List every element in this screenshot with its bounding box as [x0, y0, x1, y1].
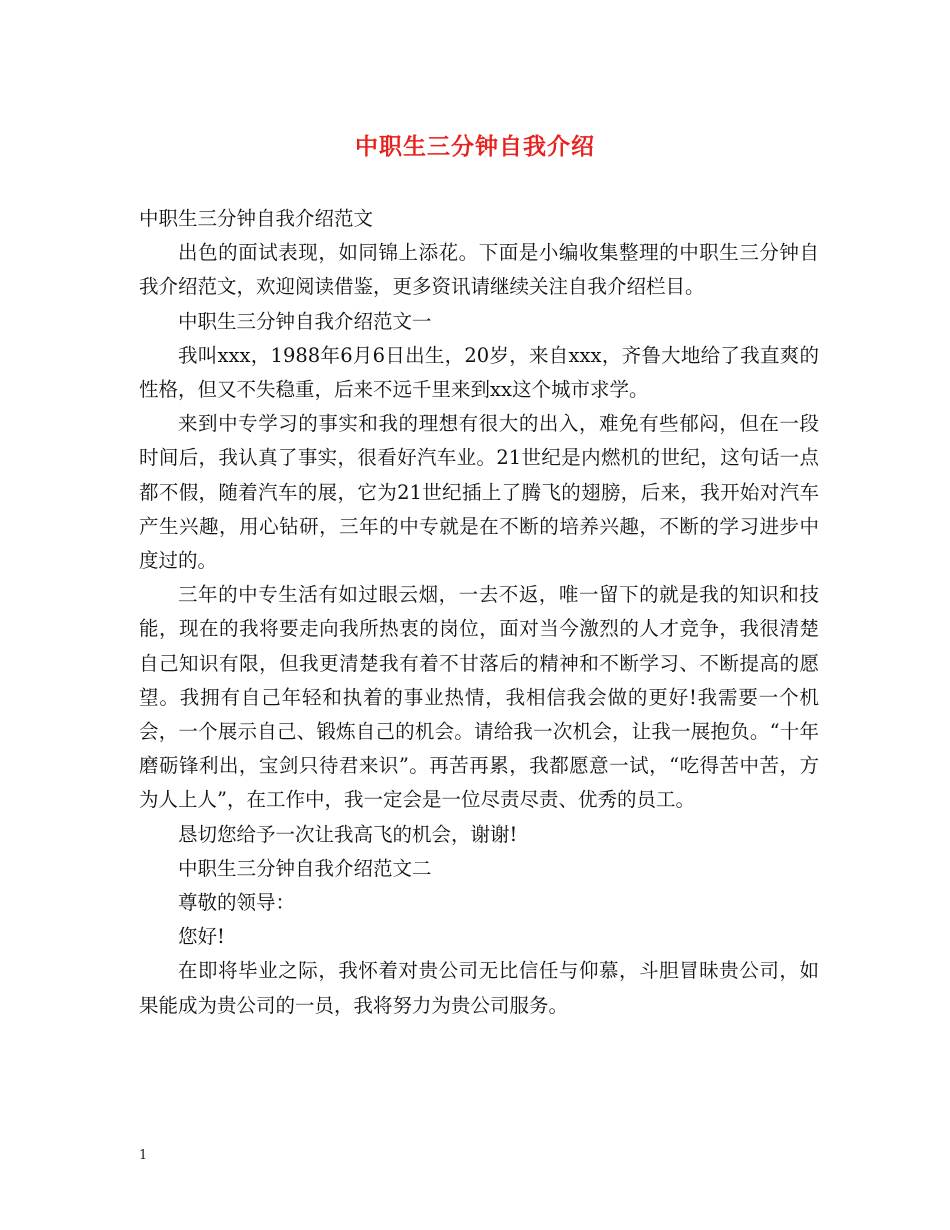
- document-title: 中职生三分钟自我介绍: [355, 134, 595, 160]
- paragraph: 来到中专学习的事实和我的理想有很大的出入，难免有些郁闷，但在一段时间后，我认真了事实，很看好汽车业。21世纪是内燃机的世纪，这句话一点都不假，随着汽车的展，它为21世纪插上了腾飞的翅膀，后来，我开始对汽车产生兴趣，用心钻研，三年的中专就是在不断的培养兴趣，不断的学习进步中度过的。: [139, 412, 819, 573]
- paragraph: 中职生三分钟自我介绍范文二: [178, 856, 432, 880]
- paragraph: 在即将毕业之际，我怀着对贵公司无比信任与仰慕，斗胆冒昧贵公司，如果能成为贵公司的一员，我将努力为贵公司服务。: [139, 959, 819, 1017]
- paragraph: 中职生三分钟自我介绍范文: [139, 207, 374, 230]
- paragraph: 您好!: [178, 925, 225, 949]
- paragraph: 尊敬的领导：: [178, 891, 296, 915]
- paragraph: 三年的中专生活有如过眼云烟，一去不返，唯一留下的就是我的知识和技能，现在的我将要走向我所热衷的岗位，面对当今激烈的人才竞争，我很清楚自己知识有限，但我更清楚我有着不甘落后的精神和不断学习、不断提高的愿望。我拥有自己年轻和执着的事业热情，我相信我会做的更好!我需要一个机会，一个展示自己、锻炼自己的机会。请给我一次机会，让我一展抱负。“十年磨砺锋利出，宝剑只待君来识”。再苦再累，我都愿意一试，“吃得苦中苦，方为人上人”，在工作中，我一定会是一位尽责尽责、优秀的员工。: [139, 583, 819, 812]
- page-number: 1: [139, 1148, 148, 1163]
- paragraph: 中职生三分钟自我介绍范文一: [178, 309, 432, 333]
- document-body: [139, 202, 819, 1023]
- paragraph: 恳切您给予一次让我高飞的机会，谢谢!: [178, 822, 518, 846]
- paragraph: 出色的面试表现，如同锦上添花。下面是小编收集整理的中职生三分钟自我介绍范文，欢迎阅读借鉴，更多资讯请继续关注自我介绍栏目。: [139, 241, 819, 299]
- paragraph: 我叫xxx，1988年6月6日出生，20岁，来自xxx，齐鲁大地给了我直爽的性格，但又不失稳重，后来不远千里来到xx这个城市求学。: [139, 343, 819, 402]
